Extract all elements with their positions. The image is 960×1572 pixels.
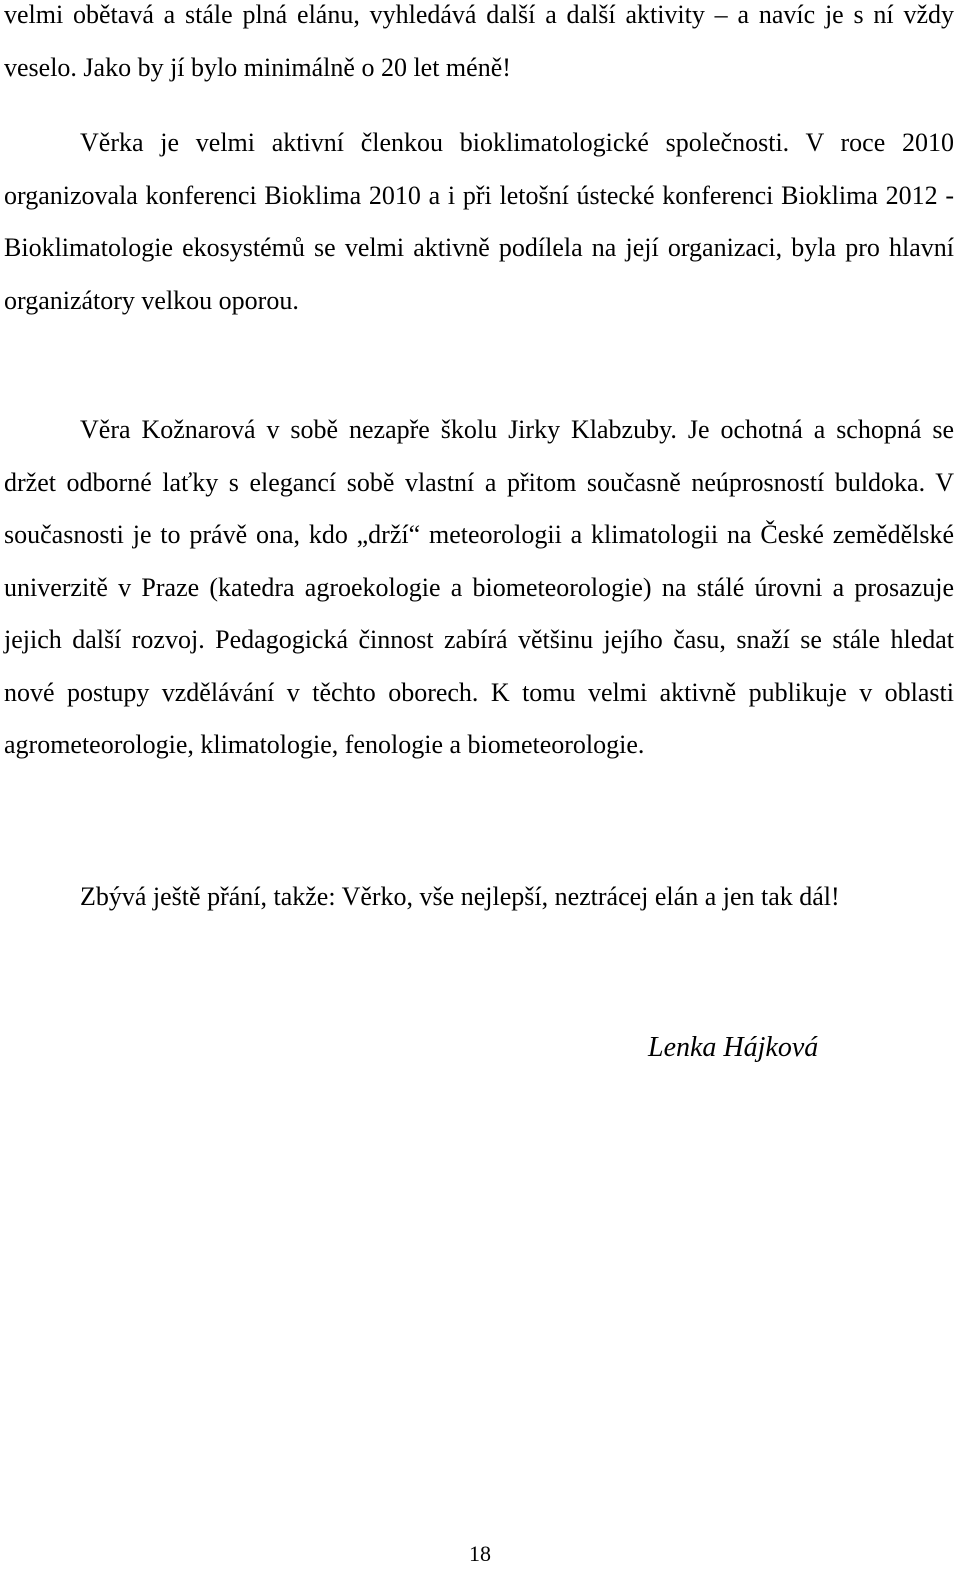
paragraph-society: Věrka je velmi aktivní členkou bioklimatologické společnosti. V roce 2010 organizovala konferenci Bioklima 2010 a i při letošní ústecké konferenci Bioklima 2012 - Bioklimatologie ekosystémů se velmi aktivně podílela na její organizaci, byla pro hlavní organizátory velkou oporou. [4,128,954,315]
paragraph-continuation: velmi obětavá a stále plná elánu, vyhledává další a další aktivity – a navíc je s ní vždy veselo. Jako by jí bylo minimálně o 20 let méně! [4,0,954,82]
paragraph-career: Věra Kožnarová v sobě nezapře školu Jirky Klabzuby. Je ochotná a schopná se držet odborné laťky s elegancí sobě vlastní a přitom současně neúprosností buldoka. V současnosti je to právě ona, kdo „drží“ meteorologii a klimatologii na České zemědělské univerzitě v Praze (katedra agroekologie a biometeorologie) na stálé úrovni a prosazuje jejich další rozvoj. Pedagogická činnost zabírá většinu jejího času, snaží se stále hledat nové postupy vzdělávání v těchto oborech. K tomu velmi aktivně publikuje v oblasti agrometeorologie, klimatologie, fenologie a biometeorologie. [4,415,954,759]
page-number: 18 [469,1541,491,1566]
author-signature: Lenka Hájková [648,1032,819,1063]
paragraph-wishes: Zbývá ještě přání, takže: Věrko, vše nejlepší, neztrácej elán a jen tak dál! [80,882,840,911]
